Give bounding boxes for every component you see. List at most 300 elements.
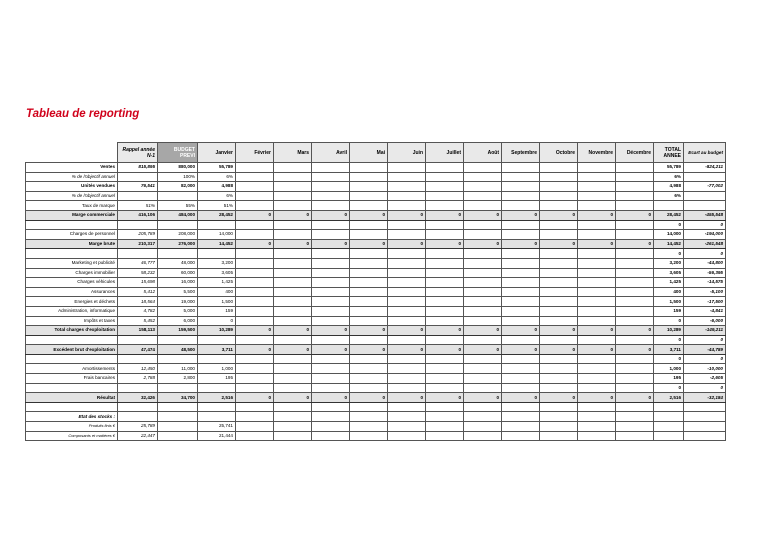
table-cell: 0 <box>616 345 654 355</box>
table-cell <box>502 316 540 326</box>
table-cell <box>236 182 274 192</box>
table-cell <box>236 374 274 384</box>
table-cell: 25,789 <box>118 422 158 432</box>
table-cell <box>502 182 540 192</box>
table-cell: 5,412 <box>118 287 158 297</box>
table-cell <box>350 316 388 326</box>
table-cell: 14,452 <box>654 239 684 249</box>
table-cell <box>540 297 578 307</box>
table-cell <box>350 268 388 278</box>
table-cell: 0 <box>464 345 502 355</box>
table-cell <box>388 316 426 326</box>
table-cell <box>464 364 502 374</box>
table-cell <box>684 191 726 201</box>
table-cell <box>236 191 274 201</box>
table-cell: 0 <box>654 249 684 259</box>
table-cell <box>616 172 654 182</box>
row-label: Marge commerciale <box>26 210 118 220</box>
table-cell <box>274 364 312 374</box>
table-cell <box>464 316 502 326</box>
table-cell <box>312 422 350 432</box>
table-cell <box>312 258 350 268</box>
table-cell: 6% <box>198 191 236 201</box>
table-cell: -261,548 <box>684 239 726 249</box>
table-cell <box>312 268 350 278</box>
table-cell <box>350 297 388 307</box>
table-cell <box>388 354 426 364</box>
table-cell <box>426 383 464 393</box>
table-row <box>26 374 726 384</box>
table-cell <box>274 172 312 182</box>
table-cell <box>274 402 312 412</box>
table-cell: -824,211 <box>684 163 726 173</box>
table-cell <box>198 412 236 422</box>
table-cell: 0 <box>274 326 312 336</box>
table-cell: 3,711 <box>198 345 236 355</box>
table-cell: 0 <box>388 345 426 355</box>
table-cell <box>426 431 464 441</box>
table-cell: 18,564 <box>118 297 158 307</box>
table-cell: 0 <box>578 210 616 220</box>
table-cell <box>274 230 312 240</box>
column-header: Rappel année N-1 <box>118 143 158 163</box>
table-cell: 25,741 <box>198 422 236 432</box>
table-cell <box>350 402 388 412</box>
table-cell <box>684 412 726 422</box>
table-row <box>26 249 726 259</box>
table-cell: 1,425 <box>198 278 236 288</box>
table-cell: 48,000 <box>158 258 198 268</box>
table-row <box>26 393 726 403</box>
table-cell <box>274 201 312 211</box>
table-cell <box>274 287 312 297</box>
table-cell <box>426 172 464 182</box>
table-cell: 0 <box>502 326 540 336</box>
table-cell <box>158 249 198 259</box>
table-cell <box>236 220 274 230</box>
column-header: Août <box>464 143 502 163</box>
table-cell <box>388 297 426 307</box>
table-row <box>26 326 726 336</box>
table-cell: 15,698 <box>118 278 158 288</box>
table-cell <box>350 172 388 182</box>
table-cell: 55,789 <box>654 163 684 173</box>
table-cell <box>158 412 198 422</box>
table-cell: 5,500 <box>158 287 198 297</box>
table-cell: 0 <box>426 239 464 249</box>
table-cell <box>158 383 198 393</box>
table-cell <box>502 201 540 211</box>
table-cell: 58,232 <box>118 268 158 278</box>
table-cell <box>350 258 388 268</box>
row-label: Taux de marque <box>26 201 118 211</box>
table-cell: 158,113 <box>118 326 158 336</box>
table-cell <box>388 249 426 259</box>
table-cell <box>312 230 350 240</box>
table-cell <box>578 412 616 422</box>
table-cell <box>274 258 312 268</box>
row-label: Marketing et publicité <box>26 258 118 268</box>
table-cell: 159 <box>198 306 236 316</box>
table-cell <box>312 306 350 316</box>
table-row <box>26 306 726 316</box>
row-label: Charges de personnel <box>26 230 118 240</box>
column-header: Décembre <box>616 143 654 163</box>
table-cell: 1,500 <box>654 297 684 307</box>
table-cell <box>502 354 540 364</box>
table-cell: 0 <box>388 393 426 403</box>
table-cell <box>388 230 426 240</box>
table-cell <box>198 335 236 345</box>
table-cell <box>198 354 236 364</box>
table-cell: 0 <box>388 239 426 249</box>
table-cell: 208,000 <box>158 230 198 240</box>
table-cell: 1,000 <box>198 364 236 374</box>
table-row <box>26 278 726 288</box>
column-header: Mars <box>274 143 312 163</box>
table-cell: 12,450 <box>118 364 158 374</box>
table-cell <box>616 364 654 374</box>
table-cell: 0 <box>684 335 726 345</box>
table-cell <box>540 278 578 288</box>
table-cell: 21,444 <box>198 431 236 441</box>
table-cell <box>464 220 502 230</box>
table-cell <box>578 182 616 192</box>
table-cell <box>540 258 578 268</box>
table-cell <box>502 191 540 201</box>
table-cell: 0 <box>426 345 464 355</box>
table-cell <box>426 163 464 173</box>
column-header: Janvier <box>198 143 236 163</box>
reporting-table <box>25 142 726 441</box>
table-cell <box>426 354 464 364</box>
table-cell: 14,452 <box>198 239 236 249</box>
table-cell: 0 <box>312 210 350 220</box>
table-cell <box>388 422 426 432</box>
table-cell <box>388 172 426 182</box>
table-cell <box>502 258 540 268</box>
table-cell <box>388 220 426 230</box>
row-label <box>26 335 118 345</box>
table-cell: 10,289 <box>198 326 236 336</box>
table-cell: 0 <box>654 383 684 393</box>
table-cell <box>388 412 426 422</box>
table-cell: 6% <box>654 191 684 201</box>
table-cell <box>540 182 578 192</box>
table-cell <box>350 220 388 230</box>
table-cell <box>684 172 726 182</box>
table-cell <box>236 172 274 182</box>
table-cell: 3,605 <box>198 268 236 278</box>
table-cell: 0 <box>502 393 540 403</box>
table-cell <box>426 230 464 240</box>
table-cell: -44,789 <box>684 345 726 355</box>
table-cell <box>616 230 654 240</box>
table-cell <box>350 163 388 173</box>
table-cell <box>616 297 654 307</box>
table-cell <box>616 374 654 384</box>
table-row <box>26 210 726 220</box>
header-blank <box>26 143 118 163</box>
table-cell <box>312 412 350 422</box>
table-cell <box>426 402 464 412</box>
row-label: Charges immobilier <box>26 268 118 278</box>
table-cell <box>464 374 502 384</box>
row-label: Impôts et taxes <box>26 316 118 326</box>
table-cell <box>426 268 464 278</box>
table-cell <box>274 374 312 384</box>
column-header: Juin <box>388 143 426 163</box>
table-cell <box>274 182 312 192</box>
table-cell <box>540 306 578 316</box>
table-cell <box>274 412 312 422</box>
table-cell <box>540 191 578 201</box>
table-row <box>26 412 726 422</box>
table-cell <box>616 306 654 316</box>
table-cell <box>540 230 578 240</box>
table-cell: 55,789 <box>198 163 236 173</box>
table-cell <box>502 402 540 412</box>
table-cell <box>616 191 654 201</box>
table-cell <box>312 172 350 182</box>
table-cell <box>350 287 388 297</box>
table-cell: 0 <box>464 326 502 336</box>
table-cell <box>540 422 578 432</box>
table-cell <box>236 230 274 240</box>
table-cell <box>388 278 426 288</box>
table-cell <box>158 335 198 345</box>
table-cell: 0 <box>236 210 274 220</box>
table-cell <box>464 335 502 345</box>
table-cell: 6% <box>198 172 236 182</box>
table-cell: 0 <box>312 239 350 249</box>
table-cell <box>616 412 654 422</box>
table-cell <box>616 220 654 230</box>
table-cell <box>426 249 464 259</box>
table-row <box>26 201 726 211</box>
table-cell <box>312 383 350 393</box>
table-cell: 0 <box>654 335 684 345</box>
table-cell <box>274 316 312 326</box>
table-cell: 815,895 <box>118 163 158 173</box>
table-cell: 6% <box>654 172 684 182</box>
table-cell <box>540 163 578 173</box>
table-cell: 76,541 <box>118 182 158 192</box>
table-cell <box>578 249 616 259</box>
table-cell <box>540 431 578 441</box>
table-cell <box>464 163 502 173</box>
table-cell <box>312 287 350 297</box>
table-row <box>26 287 726 297</box>
table-cell <box>388 431 426 441</box>
table-cell: 14,000 <box>198 230 236 240</box>
table-cell: 60,000 <box>158 268 198 278</box>
table-cell <box>502 287 540 297</box>
table-cell <box>502 306 540 316</box>
table-cell: 2,516 <box>198 393 236 403</box>
table-cell: 47,474 <box>118 345 158 355</box>
table-cell: 2,516 <box>654 393 684 403</box>
table-cell: 32,426 <box>118 393 158 403</box>
table-cell: 0 <box>388 210 426 220</box>
table-cell: 11,000 <box>158 364 198 374</box>
table-cell <box>464 182 502 192</box>
table-cell <box>118 172 158 182</box>
table-cell <box>464 230 502 240</box>
table-row <box>26 239 726 249</box>
table-cell <box>388 201 426 211</box>
table-cell <box>236 431 274 441</box>
table-cell: 6,000 <box>158 316 198 326</box>
table-cell <box>388 383 426 393</box>
table-cell <box>616 316 654 326</box>
table-cell <box>312 431 350 441</box>
table-cell <box>350 354 388 364</box>
table-cell <box>158 354 198 364</box>
table-cell <box>312 316 350 326</box>
header-row <box>26 143 726 163</box>
table-cell <box>684 422 726 432</box>
table-cell <box>236 278 274 288</box>
table-cell <box>502 230 540 240</box>
table-cell: 0 <box>684 383 726 393</box>
table-cell: 0 <box>540 393 578 403</box>
table-cell <box>236 201 274 211</box>
column-header: BUDGET PREVI <box>158 143 198 163</box>
table-row <box>26 163 726 173</box>
table-cell <box>350 230 388 240</box>
table-cell <box>654 201 684 211</box>
table-cell: -32,184 <box>684 393 726 403</box>
table-cell <box>158 191 198 201</box>
table-cell <box>578 306 616 316</box>
table-cell: 0 <box>426 210 464 220</box>
table-cell: 51% <box>118 201 158 211</box>
table-cell: -56,395 <box>684 268 726 278</box>
table-cell <box>236 316 274 326</box>
table-cell <box>502 268 540 278</box>
table-cell: 46,777 <box>118 258 158 268</box>
table-cell: 484,000 <box>158 210 198 220</box>
table-cell: 0 <box>312 345 350 355</box>
table-cell <box>540 316 578 326</box>
table-cell: 210,317 <box>118 239 158 249</box>
table-cell <box>654 412 684 422</box>
table-cell <box>540 412 578 422</box>
row-label: % de l'objectif annuel <box>26 191 118 201</box>
table-cell: 0 <box>426 326 464 336</box>
table-cell: -44,800 <box>684 258 726 268</box>
table-cell <box>118 191 158 201</box>
row-label: Composants et matières € <box>26 431 118 441</box>
table-cell: -4,841 <box>684 306 726 316</box>
table-cell <box>616 201 654 211</box>
table-cell <box>350 422 388 432</box>
table-cell: 5,452 <box>118 316 158 326</box>
row-label <box>26 383 118 393</box>
table-row <box>26 191 726 201</box>
table-cell <box>312 374 350 384</box>
table-cell <box>158 402 198 412</box>
table-cell <box>578 297 616 307</box>
table-cell: 0 <box>540 345 578 355</box>
table-cell <box>350 431 388 441</box>
column-header: Ecart au budget <box>684 143 726 163</box>
table-cell: 0 <box>654 220 684 230</box>
table-cell <box>198 220 236 230</box>
table-cell: -10,000 <box>684 364 726 374</box>
table-cell: 0 <box>616 239 654 249</box>
table-cell: 1,500 <box>198 297 236 307</box>
row-label <box>26 220 118 230</box>
table-cell <box>274 249 312 259</box>
table-cell <box>312 182 350 192</box>
table-cell <box>388 268 426 278</box>
table-cell <box>388 335 426 345</box>
table-cell <box>464 268 502 278</box>
table-cell <box>616 335 654 345</box>
table-cell: 0 <box>654 354 684 364</box>
table-cell <box>274 268 312 278</box>
table-cell: -14,575 <box>684 278 726 288</box>
table-cell: 0 <box>350 239 388 249</box>
table-cell <box>236 422 274 432</box>
table-cell: 0 <box>426 393 464 403</box>
table-cell <box>578 431 616 441</box>
table-cell <box>540 220 578 230</box>
table-cell <box>616 402 654 412</box>
table-cell <box>616 278 654 288</box>
table-cell <box>426 364 464 374</box>
table-cell <box>426 412 464 422</box>
table-cell <box>312 278 350 288</box>
table-cell: 0 <box>274 239 312 249</box>
table-cell <box>578 287 616 297</box>
table-cell <box>236 268 274 278</box>
table-cell <box>578 374 616 384</box>
table-cell <box>312 249 350 259</box>
table-cell: -77,002 <box>684 182 726 192</box>
row-label: Assurances <box>26 287 118 297</box>
table-cell <box>464 172 502 182</box>
table-cell: 0 <box>198 316 236 326</box>
table-cell <box>274 383 312 393</box>
table-cell: 0 <box>616 393 654 403</box>
table-cell <box>578 191 616 201</box>
table-cell <box>274 422 312 432</box>
table-cell: 0 <box>236 239 274 249</box>
table-cell <box>236 402 274 412</box>
table-row <box>26 345 726 355</box>
table-cell: 10,289 <box>654 326 684 336</box>
table-cell: 0 <box>274 210 312 220</box>
table-cell: 5,000 <box>158 306 198 316</box>
table-cell <box>426 335 464 345</box>
table-cell: 0 <box>540 239 578 249</box>
table-cell <box>388 374 426 384</box>
table-cell: 51% <box>198 201 236 211</box>
table-cell: 1,000 <box>654 364 684 374</box>
table-cell <box>464 297 502 307</box>
table-cell: 0 <box>684 220 726 230</box>
table-cell <box>312 364 350 374</box>
column-header: Février <box>236 143 274 163</box>
table-cell <box>198 383 236 393</box>
table-cell <box>388 364 426 374</box>
table-cell: 3,711 <box>654 345 684 355</box>
table-cell <box>312 297 350 307</box>
table-cell <box>426 306 464 316</box>
